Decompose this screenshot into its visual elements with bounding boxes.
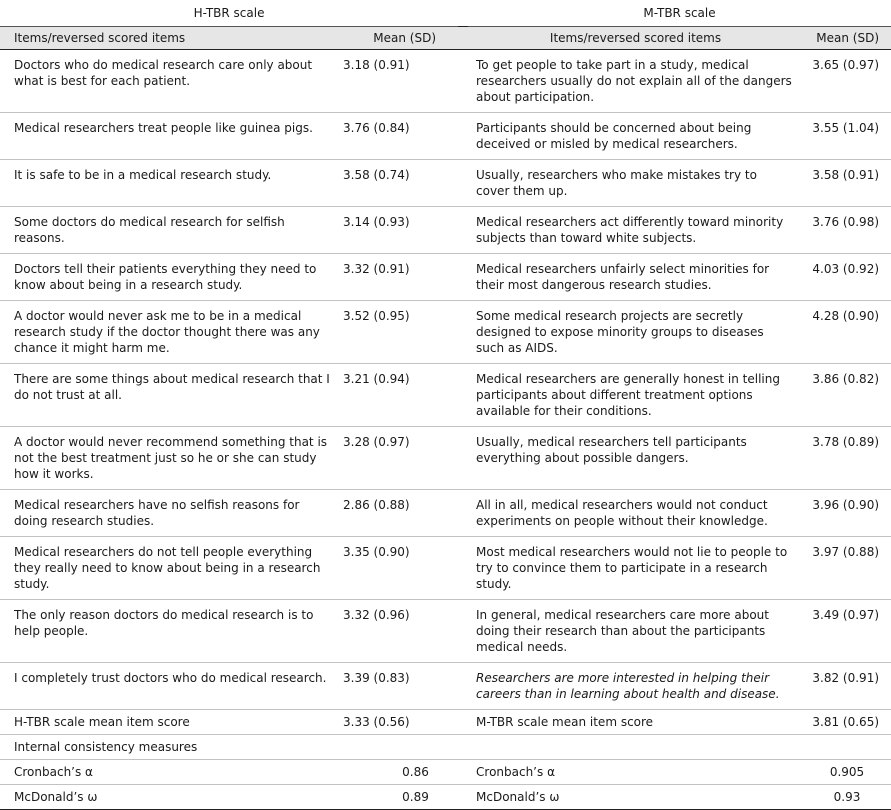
- table-row: [0, 160, 891, 207]
- table-row: [0, 254, 891, 301]
- table-row: [0, 364, 891, 427]
- mtbr-summary-value: 3.81 (0.65): [803, 710, 891, 735]
- mtbr-item: Medical researchers act differently toward minority subjects than toward white subjects.: [468, 207, 803, 254]
- mtbr-item: To get people to take part in a study, medical researchers usually do not explain all of the dangers about participation.: [468, 50, 803, 113]
- htbr-mean: 3.18 (0.91): [343, 50, 458, 113]
- htbr-item: A doctor would never ask me to be in a medical research study if the doctor thought there was any chance it might harm me.: [0, 301, 343, 364]
- internal-consistency-label: Internal consistency measures: [0, 735, 343, 760]
- mtbr-item: In general, medical researchers care more about doing their research than about the participants medical needs.: [468, 600, 803, 663]
- table-row: [0, 490, 891, 537]
- htbr-item: Doctors tell their patients everything they need to know about being in a research study.: [0, 254, 343, 301]
- htbr-omega-label: McDonald’s ω: [0, 785, 343, 810]
- mtbr-mean: 3.76 (0.98): [803, 207, 891, 254]
- mtbr-alpha-value: 0.905: [803, 760, 891, 785]
- mtbr-mean: 3.58 (0.91): [803, 160, 891, 207]
- internal-consistency-row: [0, 735, 891, 760]
- mtbr-mean: 4.28 (0.90): [803, 301, 891, 364]
- htbr-summary-label: H-TBR scale mean item score: [0, 710, 343, 735]
- table-row: [0, 663, 891, 710]
- mcdonald-omega-row: [0, 785, 891, 810]
- htbr-scale-heading: H-TBR scale: [0, 0, 458, 27]
- table-row: [0, 600, 891, 663]
- column-header-row: [0, 27, 891, 50]
- htbr-omega-value: 0.89: [343, 785, 458, 810]
- htbr-summary-value: 3.33 (0.56): [343, 710, 458, 735]
- htbr-items-header: Items/reversed scored items: [0, 27, 343, 50]
- table-row: [0, 537, 891, 600]
- mtbr-item: Participants should be concerned about being deceived or misled by medical researchers.: [468, 113, 803, 160]
- htbr-item: Some doctors do medical research for selfish reasons.: [0, 207, 343, 254]
- mtbr-mean: 3.49 (0.97): [803, 600, 891, 663]
- htbr-mean-header: Mean (SD): [343, 27, 458, 50]
- htbr-mean: 3.21 (0.94): [343, 364, 458, 427]
- htbr-alpha-value: 0.86: [343, 760, 458, 785]
- mtbr-alpha-label: Cronbach’s α: [468, 760, 803, 785]
- table-row: [0, 113, 891, 160]
- htbr-mean: 2.86 (0.88): [343, 490, 458, 537]
- mtbr-item: All in all, medical researchers would not conduct experiments on people without their knowledge.: [468, 490, 803, 537]
- htbr-mean: 3.58 (0.74): [343, 160, 458, 207]
- mtbr-mean: 4.03 (0.92): [803, 254, 891, 301]
- table-row: [0, 427, 891, 490]
- mtbr-omega-label: McDonald’s ω: [468, 785, 803, 810]
- htbr-mean: 3.39 (0.83): [343, 663, 458, 710]
- htbr-mean: 3.14 (0.93): [343, 207, 458, 254]
- htbr-item: The only reason doctors do medical research is to help people.: [0, 600, 343, 663]
- mtbr-item: Some medical research projects are secretly designed to expose minority groups to diseases such as AIDS.: [468, 301, 803, 364]
- mtbr-item: Medical researchers unfairly select minorities for their most dangerous research studies.: [468, 254, 803, 301]
- htbr-mean: 3.28 (0.97): [343, 427, 458, 490]
- mtbr-mean: 3.65 (0.97): [803, 50, 891, 113]
- mtbr-summary-label: M-TBR scale mean item score: [468, 710, 803, 735]
- mean-item-score-row: [0, 710, 891, 735]
- table-row: [0, 207, 891, 254]
- mtbr-items-header: Items/reversed scored items: [468, 27, 803, 50]
- htbr-alpha-label: Cronbach’s α: [0, 760, 343, 785]
- htbr-mean: 3.76 (0.84): [343, 113, 458, 160]
- mtbr-omega-value: 0.93: [803, 785, 891, 810]
- htbr-mean: 3.32 (0.91): [343, 254, 458, 301]
- table-row: [0, 50, 891, 113]
- mtbr-item: Medical researchers are generally honest in telling participants about different treatment options available for their conditions.: [468, 364, 803, 427]
- mtbr-mean: 3.82 (0.91): [803, 663, 891, 710]
- htbr-item: There are some things about medical research that I do not trust at all.: [0, 364, 343, 427]
- htbr-mean: 3.35 (0.90): [343, 537, 458, 600]
- mtbr-mean-header: Mean (SD): [803, 27, 891, 50]
- htbr-item: Medical researchers treat people like guinea pigs.: [0, 113, 343, 160]
- mtbr-item: Usually, researchers who make mistakes try to cover them up.: [468, 160, 803, 207]
- mtbr-mean: 3.55 (1.04): [803, 113, 891, 160]
- mtbr-mean: 3.86 (0.82): [803, 364, 891, 427]
- mtbr-item: Most medical researchers would not lie to people to try to convince them to participate in a research study.: [468, 537, 803, 600]
- htbr-item: Medical researchers do not tell people everything they really need to know about being in a research study.: [0, 537, 343, 600]
- mtbr-mean: 3.97 (0.88): [803, 537, 891, 600]
- scale-group-header-row: [0, 0, 891, 27]
- cronbach-alpha-row: [0, 760, 891, 785]
- mtbr-item: Usually, medical researchers tell participants everything about possible dangers.: [468, 427, 803, 490]
- mtbr-item-reversed: Researchers are more interested in helping their careers than in learning about health and disease.: [468, 663, 803, 710]
- htbr-mean: 3.32 (0.96): [343, 600, 458, 663]
- htbr-item: I completely trust doctors who do medical research.: [0, 663, 343, 710]
- htbr-item: Medical researchers have no selfish reasons for doing research studies.: [0, 490, 343, 537]
- mtbr-mean: 3.78 (0.89): [803, 427, 891, 490]
- htbr-item: Doctors who do medical research care only about what is best for each patient.: [0, 50, 343, 113]
- htbr-mean: 3.52 (0.95): [343, 301, 458, 364]
- mtbr-mean: 3.96 (0.90): [803, 490, 891, 537]
- mtbr-scale-heading: M-TBR scale: [468, 0, 891, 27]
- htbr-item: It is safe to be in a medical research study.: [0, 160, 343, 207]
- htbr-item: A doctor would never recommend something that is not the best treatment just so he or she can study how it works.: [0, 427, 343, 490]
- table-row: [0, 301, 891, 364]
